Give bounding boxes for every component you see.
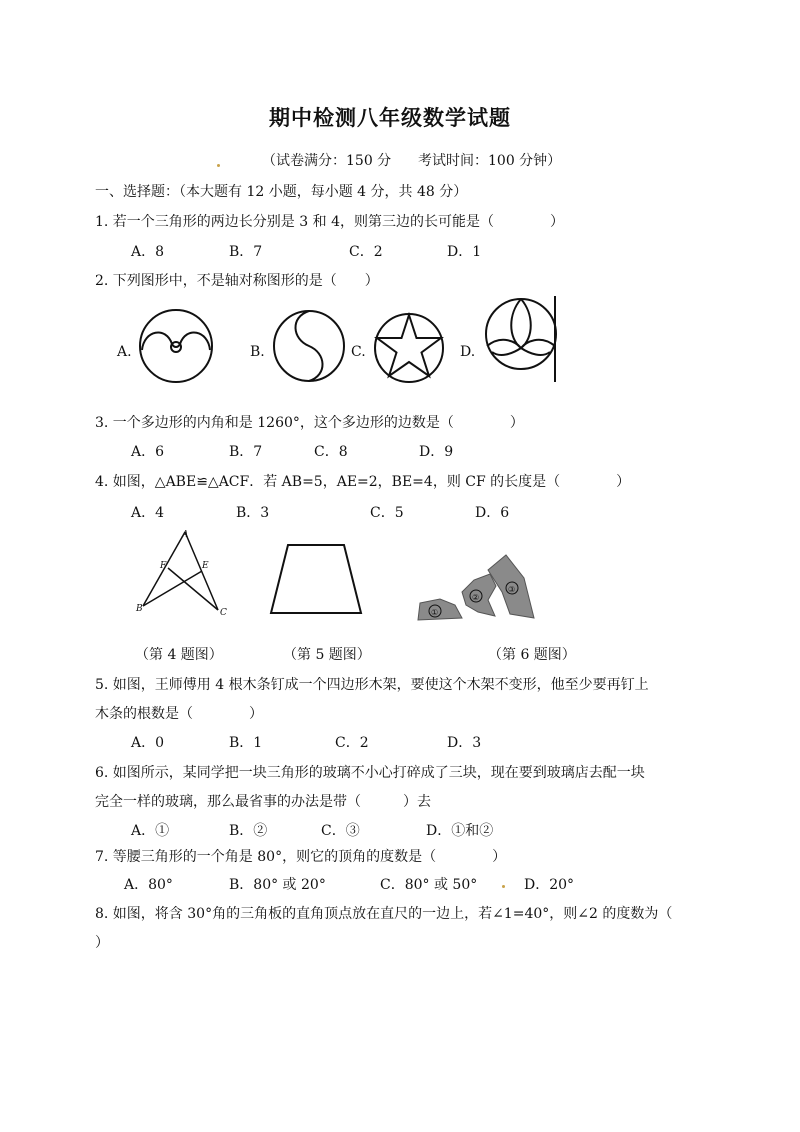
q1-option-b: B．7 <box>229 244 263 260</box>
figure-d-three-arcs <box>484 296 564 386</box>
question-6-line-1: 6. 如图所示，某同学把一块三角形的玻璃不小心打碎成了三块，现在要到玻璃店去配一块 <box>95 765 645 781</box>
q4-option-c: C．5 <box>370 505 404 521</box>
point-b-label: B <box>136 604 143 614</box>
q6-option-d: D．①和② <box>426 823 494 839</box>
q3-option-b: B．7 <box>229 444 263 460</box>
q5-option-b: B．1 <box>229 735 263 751</box>
question-5-line-1: 5. 如图，王师傅用 4 根木条钉成一个四边形木架，要使这个木架不变形，他至少要再钉上 <box>95 677 649 693</box>
q1-option-a: A．8 <box>131 244 165 260</box>
caption-figure-5: （第 5 题图） <box>283 647 371 663</box>
section-heading: 一、选择题：（本大题有 12 小题，每小题 4 分，共 48 分） <box>95 184 468 200</box>
piece-2-label: ② <box>472 593 480 602</box>
page-title: 期中检测八年级数学试题 <box>269 106 511 130</box>
point-f-label: F <box>160 561 167 571</box>
point-a-label: A <box>182 530 189 540</box>
question-1: 1. 若一个三角形的两边长分别是 3 和 4，则第三边的长可能是（ ） <box>95 214 564 230</box>
q7-option-a: A．80° <box>124 877 173 893</box>
q5-option-d: D．3 <box>447 735 482 751</box>
q4-option-d: D．6 <box>475 505 510 521</box>
q2-label-a: A. <box>117 344 132 360</box>
figure-5-trapezoid <box>268 540 368 620</box>
q1-option-c: C．2 <box>349 244 383 260</box>
q2-label-c: C. <box>351 344 366 360</box>
question-2: 2. 下列图形中，不是轴对称图形的是（ ） <box>95 273 379 289</box>
question-8-line-2: ） <box>95 935 109 951</box>
piece-1-label: ① <box>431 608 439 617</box>
q6-option-a: A．① <box>131 823 170 839</box>
stray-dot <box>217 164 220 167</box>
figure-c-star <box>373 312 453 392</box>
q6-option-b: B．② <box>229 823 268 839</box>
q3-option-c: C．8 <box>314 444 348 460</box>
figure-a-circle-heart <box>138 308 218 388</box>
point-e-label: E <box>202 561 209 571</box>
full-score: （试卷满分：150 分 <box>262 153 392 169</box>
caption-figure-4: （第 4 题图） <box>135 647 223 663</box>
question-6-line-2: 完全一样的玻璃，那么最省事的办法是带（ ）去 <box>95 794 431 810</box>
stray-dot <box>502 885 505 888</box>
q5-option-a: A．0 <box>131 735 165 751</box>
question-7: 7. 等腰三角形的一个角是 80°，则它的顶角的度数是（ ） <box>95 849 507 865</box>
question-5-line-2: 木条的根数是（ ） <box>95 706 263 722</box>
q4-option-a: A．4 <box>131 505 165 521</box>
q1-option-d: D．1 <box>447 244 482 260</box>
q2-label-d: D. <box>460 344 476 360</box>
question-4: 4. 如图，△ABE≌△ACF．若 AB=5，AE=2，BE=4，则 CF 的长度是（ ） <box>95 474 631 490</box>
q4-option-b: B．3 <box>236 505 270 521</box>
q3-option-a: A．6 <box>131 444 165 460</box>
q2-label-b: B. <box>250 344 265 360</box>
caption-figure-6: （第 6 题图） <box>488 647 576 663</box>
question-3: 3. 一个多边形的内角和是 1260°，这个多边形的边数是（ ） <box>95 415 524 431</box>
exam-time: 考试时间：100 分钟） <box>418 153 562 169</box>
q7-option-d: D．20° <box>524 877 575 893</box>
q6-option-c: C．③ <box>321 823 360 839</box>
piece-3-label: ③ <box>508 585 516 594</box>
q3-option-d: D．9 <box>419 444 454 460</box>
point-c-label: C <box>220 608 227 618</box>
question-8-line-1: 8. 如图，将含 30°角的三角板的直角顶点放在直尺的一边上，若∠1=40°，则∠2 的度数为（ <box>95 906 673 922</box>
q7-option-c: C．80° 或 50° <box>380 877 478 893</box>
figure-b-yinyang <box>272 309 352 389</box>
q5-option-c: C．2 <box>335 735 369 751</box>
q7-option-b: B．80° 或 20° <box>229 877 326 893</box>
